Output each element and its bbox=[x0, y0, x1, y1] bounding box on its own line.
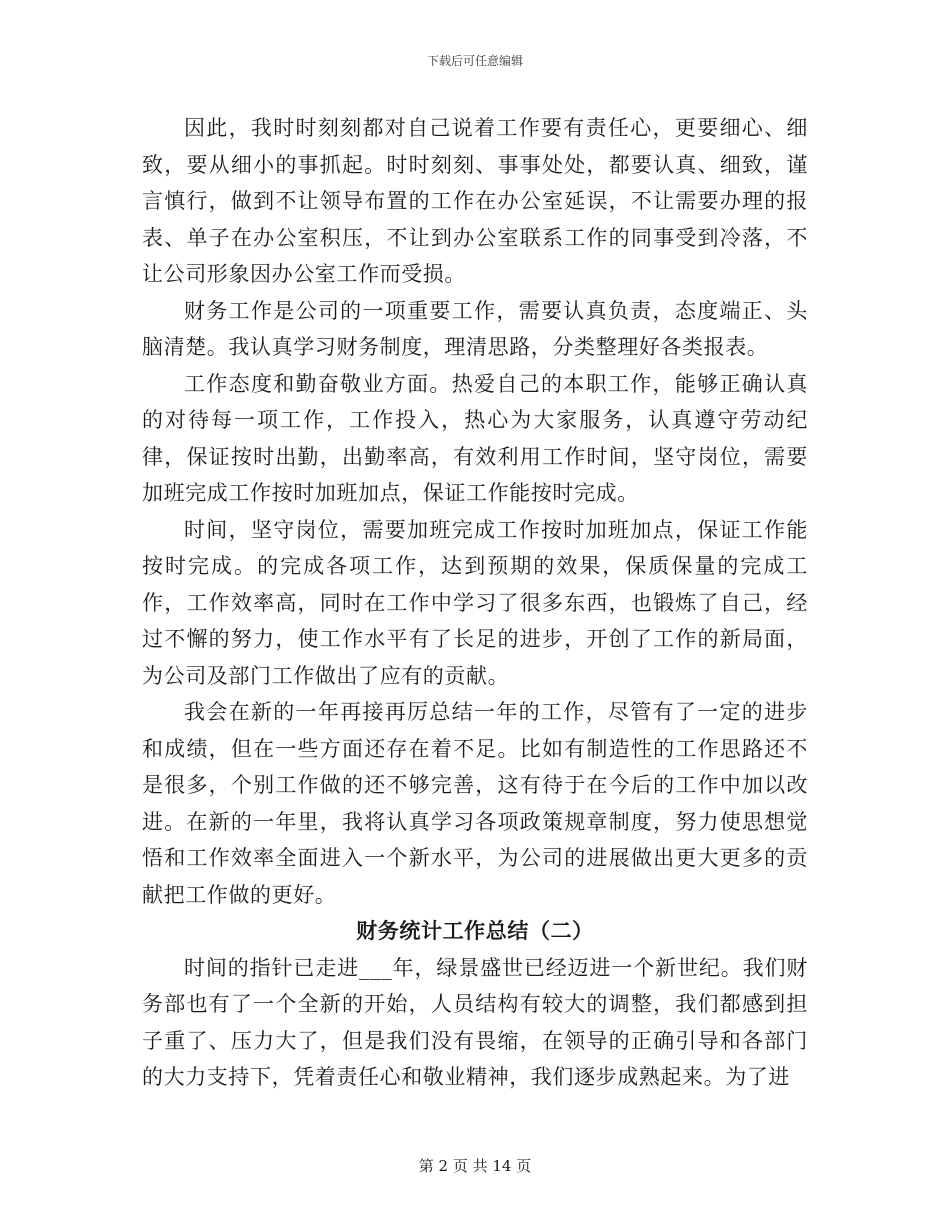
paragraph-1: 因此，我时时刻刻都对自己说着工作要有责任心，更要细心、细致，要从细小的事抓起。时时刻刻、事事处处，都要认真、细致，谨言慎行，做到不让领导布置的工作在办公室延误，不让需要办理的报表、单子在办公室积压，不让到办公室联系工作的同事受到冷落，不让公司形象因办公室工作而受损。 bbox=[142, 116, 808, 286]
document-body bbox=[142, 110, 808, 1096]
page-footer: 第 2 页 共 14 页 bbox=[418, 1157, 532, 1175]
paragraph-3: 工作态度和勤奋敬业方面。热爱自己的本职工作，能够正确认真的对待每一项工作，工作投入，热心为大家服务，认真遵守劳动纪律，保证按时出勤，出勤率高，有效利用工作时间，坚守岗位，需要加班完成工作按时加班加点，保证工作能按时完成。 bbox=[142, 371, 808, 505]
paragraph-5: 我会在新的一年再接再厉总结一年的工作，尽管有了一定的进步和成绩，但在一些方面还存在着不足。比如有制造性的工作思路还不是很多，个别工作做的还不够完善，这有待于在今后的工作中加以改进。在新的一年里，我将认真学习各项政策规章制度，努力使思想觉悟和工作效率全面进入一个新水平，为公司的进展做出更大更多的贡献把工作做的更好。 bbox=[142, 700, 808, 907]
page-header: 下载后可任意编辑 bbox=[426, 54, 523, 68]
section-title: 财务统计工作总结（二） bbox=[356, 918, 594, 943]
paragraph-4: 时间，坚守岗位，需要加班完成工作按时加班加点，保证工作能按时完成。的完成各项工作，达到预期的效果，保质保量的完成工作，工作效率高，同时在工作中学习了很多东西，也锻炼了自己，经过不懈的努力，使工作水平有了长足的进步，开创了工作的新局面，为公司及部门工作做出了应有的贡献。 bbox=[142, 517, 808, 688]
paragraph-2: 财务工作是公司的一项重要工作，需要认真负责，态度端正、头脑清楚。我认真学习财务制度，理清思路，分类整理好各类报表。 bbox=[142, 298, 808, 359]
section-paragraph: 时间的指针已走进___年，绿景盛世已经迈进一个新世纪。我们财务部也有了一个全新的开始，人员结构有较大的调整，我们都感到担子重了、压力大了，但是我们没有畏缩，在领导的正确引导和各部门的大力支持下，凭着责任心和敬业精神，我们逐步成熟起来。为了进 bbox=[142, 955, 808, 1089]
